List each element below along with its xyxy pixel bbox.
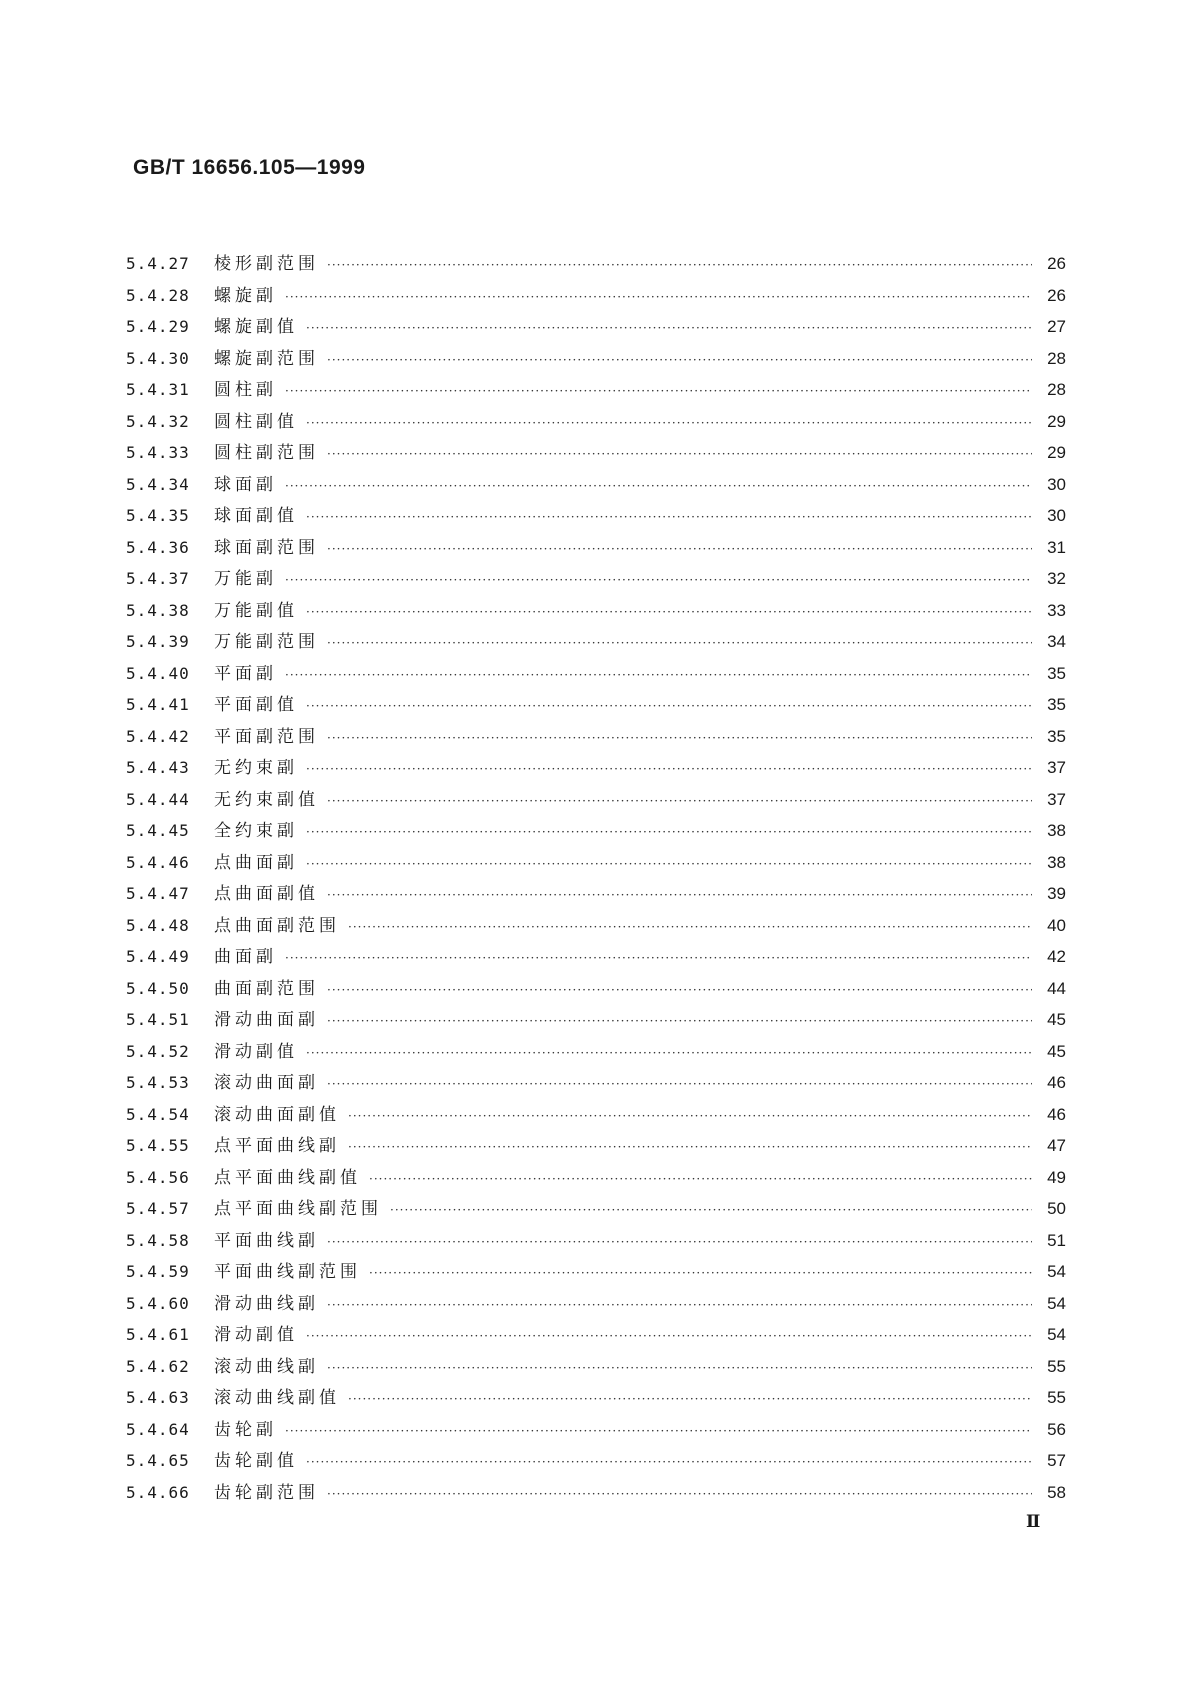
toc-entry (126, 1067, 1066, 1099)
toc-dot-leader (327, 1006, 1032, 1038)
toc-entry (126, 658, 1066, 690)
toc-entry-title: 螺旋副 (214, 285, 277, 306)
toc-entry (126, 1004, 1066, 1036)
toc-entry-number: 5.4.65 (126, 1451, 190, 1470)
toc-entry-number: 5.4.41 (126, 695, 190, 714)
toc-entry-page: 45 (1047, 1041, 1066, 1061)
toc-entry-number: 5.4.31 (126, 380, 190, 399)
toc-entry (126, 626, 1066, 658)
toc-entry-title: 球面副值 (214, 506, 298, 526)
toc-entry-number: 5.4.47 (126, 884, 190, 903)
toc-entry (126, 689, 1066, 721)
toc-entry-page: 30 (1047, 474, 1066, 494)
toc-dot-leader (306, 597, 1032, 629)
toc-entry-page: 35 (1047, 695, 1066, 714)
toc-entry-page: 38 (1047, 821, 1066, 840)
toc-entry-title: 球面副 (214, 474, 277, 495)
toc-entry (126, 532, 1066, 564)
toc-entry-page: 45 (1047, 1010, 1066, 1029)
toc-entry-title: 平面副范围 (214, 726, 319, 747)
toc-dot-leader (348, 1101, 1032, 1133)
toc-entry-number: 5.4.62 (126, 1356, 190, 1376)
toc-dot-leader (327, 628, 1032, 660)
toc-entry-title: 点平面曲线副 (214, 1136, 340, 1156)
toc-entry-number: 5.4.27 (126, 254, 190, 273)
toc-entry-title: 平面副 (214, 663, 277, 684)
toc-entry (126, 941, 1066, 973)
toc-entry-number: 5.4.36 (126, 537, 190, 557)
toc-entry-page: 46 (1047, 1073, 1066, 1092)
toc-entry (126, 374, 1066, 406)
toc-entry-title: 圆柱副值 (214, 411, 298, 432)
toc-entry-number: 5.4.30 (126, 348, 190, 368)
toc-entry-page: 30 (1047, 506, 1066, 525)
toc-entry-page: 56 (1047, 1419, 1066, 1439)
toc-entry (126, 1256, 1066, 1288)
toc-entry-title: 平面曲线副范围 (214, 1262, 361, 1282)
toc-entry-page: 46 (1047, 1104, 1066, 1124)
toc-entry-page: 26 (1047, 254, 1066, 273)
standard-code-header: GB/T 16656.105—1999 (133, 156, 366, 179)
toc-entry (126, 910, 1066, 942)
toc-entry-page: 28 (1047, 348, 1066, 368)
toc-dot-leader (306, 849, 1032, 881)
toc-entry-title: 点平面曲线副值 (214, 1167, 361, 1188)
toc-dot-leader (285, 471, 1032, 503)
toc-dot-leader (306, 754, 1032, 786)
toc-dot-leader (285, 282, 1032, 314)
toc-dot-leader (327, 250, 1032, 282)
toc-entry-number: 5.4.43 (126, 758, 190, 777)
toc-entry-title: 齿轮副 (214, 1419, 277, 1440)
toc-entry (126, 311, 1066, 343)
toc-dot-leader (390, 1195, 1032, 1227)
toc-dot-leader (327, 723, 1032, 755)
toc-entry (126, 1477, 1066, 1509)
toc-entry-number: 5.4.49 (126, 947, 190, 966)
toc-entry (126, 815, 1066, 847)
toc-entry (126, 1099, 1066, 1131)
toc-entry-number: 5.4.32 (126, 411, 190, 431)
toc-dot-leader (285, 943, 1032, 975)
toc-entry-number: 5.4.61 (126, 1325, 190, 1344)
toc-entry-number: 5.4.42 (126, 726, 190, 746)
toc-entry-number: 5.4.38 (126, 600, 190, 620)
toc-dot-leader (285, 376, 1032, 408)
toc-dot-leader (306, 502, 1032, 534)
toc-dot-leader (327, 786, 1032, 818)
toc-entry-number: 5.4.28 (126, 285, 190, 305)
toc-entry (126, 1319, 1066, 1351)
toc-entry (126, 1445, 1066, 1477)
toc-entry (126, 847, 1066, 879)
toc-entry (126, 721, 1066, 753)
toc-dot-leader (306, 1321, 1032, 1353)
toc-entry-title: 滑动曲线副 (214, 1293, 319, 1314)
toc-entry-title: 滑动副值 (214, 1325, 298, 1345)
toc-entry-number: 5.4.46 (126, 852, 190, 872)
toc-entry-title: 滚动曲面副值 (214, 1104, 340, 1125)
toc-entry-title: 齿轮副范围 (214, 1482, 319, 1503)
toc-entry-title: 万能副 (214, 569, 277, 589)
toc-entry (126, 973, 1066, 1005)
toc-entry (126, 1382, 1066, 1414)
toc-entry-number: 5.4.37 (126, 569, 190, 588)
toc-entry-page: 42 (1047, 947, 1066, 966)
toc-dot-leader (285, 660, 1032, 692)
toc-entry-number: 5.4.66 (126, 1482, 190, 1502)
toc-dot-leader (306, 817, 1032, 849)
toc-entry-title: 球面副范围 (214, 537, 319, 558)
toc-entry-title: 无约束副 (214, 758, 298, 778)
toc-entry-title: 滚动曲线副 (214, 1356, 319, 1377)
toc-dot-leader (327, 1479, 1032, 1511)
toc-dot-leader (369, 1164, 1032, 1196)
toc-entry-title: 点曲面副范围 (214, 915, 340, 936)
toc-entry-number: 5.4.63 (126, 1388, 190, 1407)
toc-entry-title: 点曲面副值 (214, 884, 319, 904)
toc-entry-page: 54 (1047, 1262, 1066, 1281)
toc-entry (126, 469, 1066, 501)
toc-entry-title: 曲面副 (214, 947, 277, 967)
toc-entry-page: 49 (1047, 1167, 1066, 1187)
toc-entry-title: 万能副范围 (214, 632, 319, 652)
toc-dot-leader (327, 1069, 1032, 1101)
toc-entry-page: 55 (1047, 1356, 1066, 1376)
toc-entry (126, 406, 1066, 438)
toc-entry (126, 1036, 1066, 1068)
toc-entry-page: 47 (1047, 1136, 1066, 1155)
toc-entry-number: 5.4.33 (126, 443, 190, 462)
toc-entry-number: 5.4.39 (126, 632, 190, 651)
toc-dot-leader (369, 1258, 1032, 1290)
toc-entry-page: 51 (1047, 1230, 1066, 1250)
toc-entry-page: 28 (1047, 380, 1066, 399)
toc-entry-title: 滑动副值 (214, 1041, 298, 1062)
toc-dot-leader (348, 1384, 1032, 1416)
toc-entry-page: 35 (1047, 726, 1066, 746)
toc-entry-page: 40 (1047, 915, 1066, 935)
toc-entry-page: 55 (1047, 1388, 1066, 1407)
toc-entry (126, 1414, 1066, 1446)
toc-entry (126, 1130, 1066, 1162)
toc-entry-page: 29 (1047, 443, 1066, 462)
toc-entry-title: 无约束副值 (214, 789, 319, 810)
toc-entry-number: 5.4.50 (126, 978, 190, 998)
toc-entry-number: 5.4.48 (126, 915, 190, 935)
toc-entry-page: 54 (1047, 1293, 1066, 1313)
toc-dot-leader (327, 345, 1032, 377)
toc-dot-leader (285, 1416, 1032, 1448)
toc-entry-number: 5.4.59 (126, 1262, 190, 1281)
toc-entry-title: 滑动曲面副 (214, 1010, 319, 1030)
toc-dot-leader (327, 439, 1032, 471)
toc-entry-number: 5.4.34 (126, 474, 190, 494)
toc-entry-title: 平面曲线副 (214, 1230, 319, 1251)
toc-entry (126, 595, 1066, 627)
toc-entry-page: 58 (1047, 1482, 1066, 1502)
toc-entry-title: 螺旋副值 (214, 317, 298, 337)
toc-entry-number: 5.4.58 (126, 1230, 190, 1250)
toc-entry-number: 5.4.52 (126, 1041, 190, 1061)
toc-dot-leader (327, 1353, 1032, 1385)
toc-dot-leader (327, 1227, 1032, 1259)
toc-entry-page: 44 (1047, 978, 1066, 998)
toc-dot-leader (348, 1132, 1032, 1164)
toc-entry-title: 全约束副 (214, 821, 298, 841)
toc-entry-title: 齿轮副值 (214, 1451, 298, 1471)
toc-entry-page: 57 (1047, 1451, 1066, 1470)
toc-entry-page: 38 (1047, 852, 1066, 872)
toc-entry-page: 33 (1047, 600, 1066, 620)
toc-entry-number: 5.4.40 (126, 663, 190, 683)
toc-entry-page: 34 (1047, 632, 1066, 651)
toc-entry-number: 5.4.51 (126, 1010, 190, 1029)
toc-entry-title: 滚动曲线副值 (214, 1388, 340, 1408)
toc-entry-page: 27 (1047, 317, 1066, 336)
toc-dot-leader (327, 1290, 1032, 1322)
toc-entry-number: 5.4.35 (126, 506, 190, 525)
toc-entry (126, 1351, 1066, 1383)
toc-entry-page: 26 (1047, 285, 1066, 305)
toc-dot-leader (327, 975, 1032, 1007)
toc-entry-page: 32 (1047, 569, 1066, 588)
toc-entry-number: 5.4.45 (126, 821, 190, 840)
toc-entry-number: 5.4.53 (126, 1073, 190, 1092)
toc-dot-leader (306, 408, 1032, 440)
toc-entry-title: 滚动曲面副 (214, 1073, 319, 1093)
toc-entry-title: 点平面曲线副范围 (214, 1199, 382, 1219)
toc-dot-leader (306, 313, 1032, 345)
toc-entry-title: 平面副值 (214, 695, 298, 715)
toc-entry-title: 万能副值 (214, 600, 298, 621)
toc-entry-title: 螺旋副范围 (214, 348, 319, 369)
toc-dot-leader (327, 880, 1032, 912)
toc-entry (126, 1288, 1066, 1320)
toc-entry (126, 500, 1066, 532)
toc-entry (126, 280, 1066, 312)
toc-entry-page: 29 (1047, 411, 1066, 431)
toc-entry-title: 棱形副范围 (214, 254, 319, 274)
toc-entry-page: 31 (1047, 537, 1066, 557)
toc-entry-page: 54 (1047, 1325, 1066, 1344)
toc-entry (126, 1162, 1066, 1194)
page-number: Ⅱ (1026, 1512, 1041, 1532)
toc-entry (126, 1193, 1066, 1225)
toc-entry-number: 5.4.64 (126, 1419, 190, 1439)
toc-entry-number: 5.4.44 (126, 789, 190, 809)
toc-dot-leader (306, 691, 1032, 723)
toc-entry (126, 784, 1066, 816)
toc-entry-page: 37 (1047, 789, 1066, 809)
toc-entry-number: 5.4.56 (126, 1167, 190, 1187)
toc-entry (126, 1225, 1066, 1257)
toc-entry-number: 5.4.55 (126, 1136, 190, 1155)
toc-entry-title: 点曲面副 (214, 852, 298, 873)
toc-entry (126, 343, 1066, 375)
toc-dot-leader (285, 565, 1032, 597)
toc-entry (126, 437, 1066, 469)
toc-entry (126, 752, 1066, 784)
table-of-contents (126, 248, 1066, 1508)
toc-entry-title: 圆柱副范围 (214, 443, 319, 463)
toc-dot-leader (348, 912, 1032, 944)
toc-entry-number: 5.4.29 (126, 317, 190, 336)
toc-dot-leader (327, 534, 1032, 566)
toc-entry-title: 曲面副范围 (214, 978, 319, 999)
toc-entry-page: 39 (1047, 884, 1066, 903)
toc-entry-title: 圆柱副 (214, 380, 277, 400)
toc-entry-page: 35 (1047, 663, 1066, 683)
toc-entry (126, 248, 1066, 280)
toc-entry-page: 50 (1047, 1199, 1066, 1218)
toc-entry (126, 563, 1066, 595)
toc-entry-number: 5.4.54 (126, 1104, 190, 1124)
toc-entry (126, 878, 1066, 910)
toc-dot-leader (306, 1038, 1032, 1070)
toc-entry-number: 5.4.57 (126, 1199, 190, 1218)
toc-entry-number: 5.4.60 (126, 1293, 190, 1313)
toc-entry-page: 37 (1047, 758, 1066, 777)
toc-dot-leader (306, 1447, 1032, 1479)
